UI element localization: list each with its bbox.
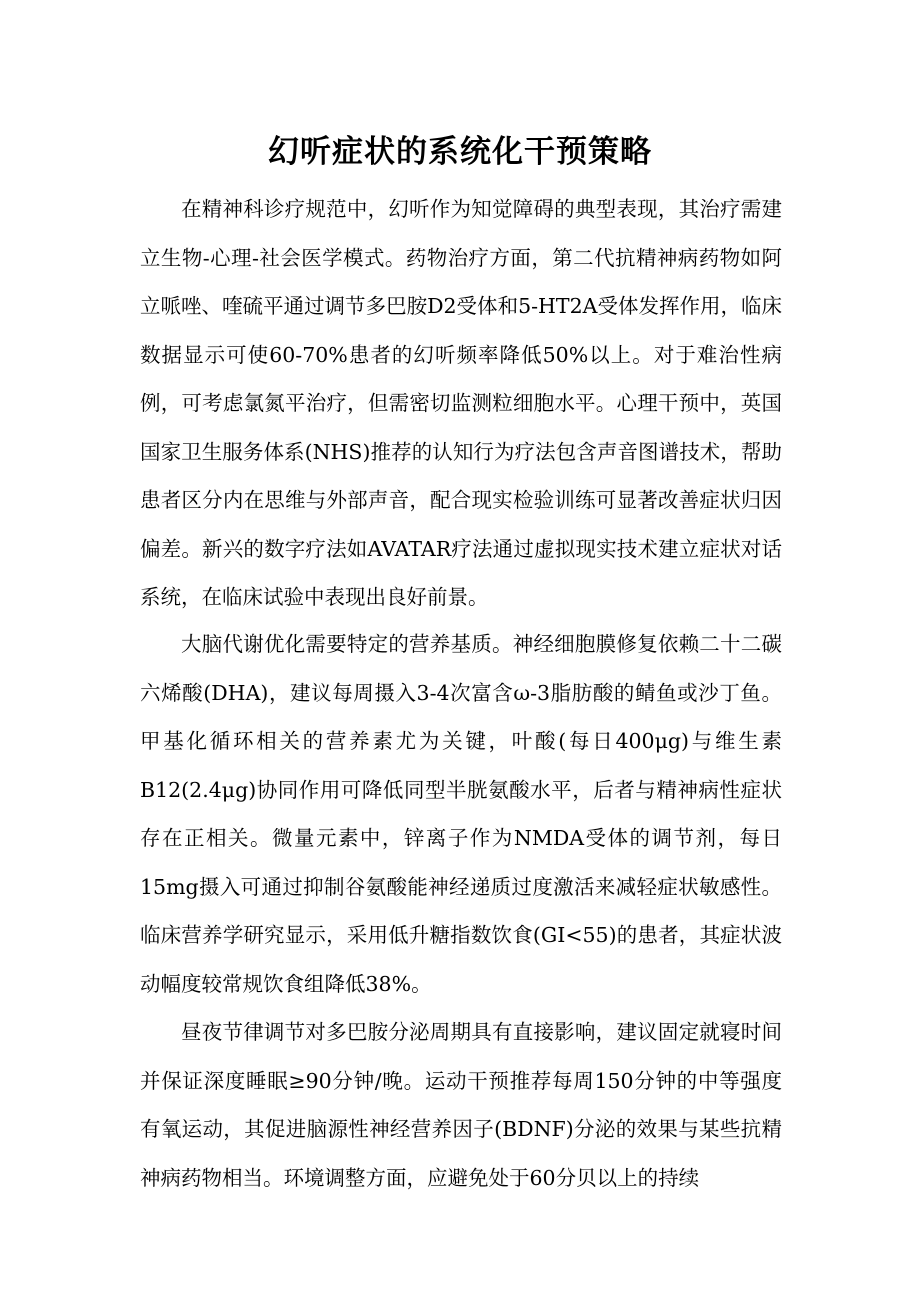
paragraph-2: 大脑代谢优化需要特定的营养基质。神经细胞膜修复依赖二十二碳六烯酸(DHA)，建议每周摄入3-4次富含ω-3脂肪酸的鲭鱼或沙丁鱼。甲基化循环相关的营养素尤为关键，叶酸(每日400μg)与维生素B12(2.4μg)协同作用可降低同型半胱氨酸水平，后者与精神病性症状存在正相关。微量元素中，锌离子作为NMDA受体的调节剂，每日15mg摄入可通过抑制谷氨酸能神经递质过度激活来减轻症状敏感性。临床营养学研究显示，采用低升糖指数饮食(GI<55)的患者，其症状波动幅度较常规饮食组降低38%。 — [140, 632, 782, 996]
document-title: 幻听症状的系统化干预策略 — [268, 134, 652, 170]
paragraph-1: 在精神科诊疗规范中，幻听作为知觉障碍的典型表现，其治疗需建立生物-心理-社会医学模式。药物治疗方面，第二代抗精神病药物如阿立哌唑、喹硫平通过调节多巴胺D2受体和5-HT2A受体发挥作用，临床数据显示可使60-70%患者的幻听频率降低50%以上。对于难治性病例，可考虑氯氮平治疗，但需密切监测粒细胞水平。心理干预中，英国国家卫生服务体系(NHS)推荐的认知行为疗法包含声音图谱技术，帮助患者区分内在思维与外部声音，配合现实检验训练可显著改善症状归因偏差。新兴的数字疗法如AVATAR疗法通过虚拟现实技术建立症状对话系统，在临床试验中表现出良好前景。 — [140, 197, 782, 609]
paragraph-3: 昼夜节律调节对多巴胺分泌周期具有直接影响，建议固定就寝时间并保证深度睡眠≥90分钟/晚。运动干预推荐每周150分钟的中等强度有氧运动，其促进脑源性神经营养因子(BDNF)分泌的效果与某些抗精神病药物相当。环境调整方面，应避免处于60分贝以上的持续 — [140, 1020, 782, 1190]
